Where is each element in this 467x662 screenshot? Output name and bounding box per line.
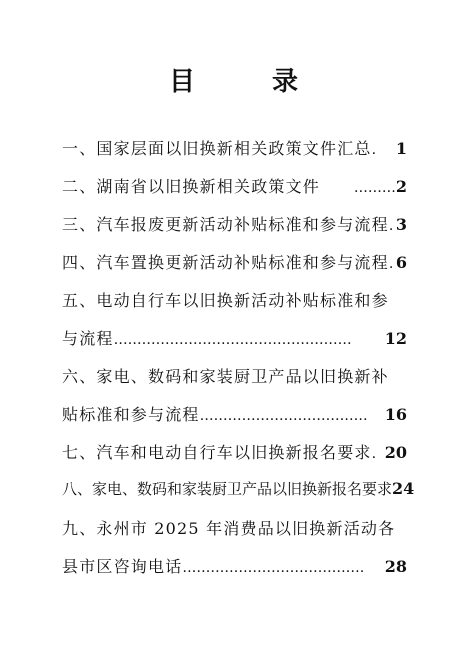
toc-entry-5[interactable] bbox=[62, 288, 407, 364]
toc-entry-text-continued: 与流程 bbox=[62, 329, 114, 348]
toc-entry-text-continued: 县市区咨询电话 bbox=[62, 557, 183, 576]
toc-leader: . bbox=[371, 142, 377, 158]
toc-entry-1[interactable] bbox=[62, 136, 407, 174]
toc-entry-text: 九、永州市 2025 年消费品以旧换新活动各 bbox=[62, 519, 396, 538]
toc-entry-text: 七、汽车和电动自行车以旧换新报名要求 bbox=[62, 443, 372, 462]
toc-entry-text: 二、湖南省以旧换新相关政策文件 bbox=[62, 177, 321, 196]
toc-entry-text: 一、国家层面以旧换新相关政策文件汇总 bbox=[62, 139, 372, 158]
toc-entry-3[interactable] bbox=[62, 212, 407, 250]
toc-entry-7[interactable] bbox=[62, 440, 407, 478]
toc-leader: . bbox=[388, 256, 394, 272]
table-of-contents bbox=[62, 136, 415, 592]
toc-page-number: 12 bbox=[384, 329, 407, 348]
toc-entry-text-continued: 贴标准和参与流程 bbox=[62, 405, 200, 424]
toc-entry-6[interactable] bbox=[62, 364, 407, 440]
toc-entry-4[interactable] bbox=[62, 250, 407, 288]
toc-entry-9[interactable] bbox=[62, 516, 407, 592]
toc-page-number: 24 bbox=[392, 479, 415, 498]
toc-page-number: 20 bbox=[384, 443, 407, 462]
toc-leader: ………………………………… bbox=[182, 560, 365, 576]
toc-entry-text: 三、汽车报废更新活动补贴标准和参与流程 bbox=[62, 215, 389, 234]
toc-leader: ……………………………… bbox=[199, 408, 368, 424]
toc-entry-text: 五、电动自行车以旧换新活动补贴标准和参 bbox=[62, 291, 389, 310]
page-title: 目 录 bbox=[168, 67, 333, 97]
toc-page-number: 28 bbox=[384, 557, 407, 576]
toc-page-number: 6 bbox=[395, 253, 407, 272]
toc-page-number: 16 bbox=[384, 405, 407, 424]
toc-entry-2[interactable] bbox=[62, 174, 407, 212]
toc-entry-text: 四、汽车置换更新活动补贴标准和参与流程 bbox=[62, 253, 389, 272]
toc-entry-text: 六、家电、数码和家装厨卫产品以旧换新补 bbox=[62, 367, 389, 386]
toc-page-number: 1 bbox=[395, 139, 407, 158]
toc-entry-8[interactable] bbox=[62, 478, 415, 516]
toc-leader: ……… bbox=[353, 180, 396, 196]
toc-leader: …………………………………………… bbox=[113, 332, 352, 348]
toc-page-number: 3 bbox=[395, 215, 407, 234]
toc-leader: . bbox=[371, 446, 377, 462]
toc-leader: . bbox=[388, 218, 394, 234]
toc-page-number: 2 bbox=[395, 177, 407, 196]
toc-entry-text: 八、家电、数码和家装厨卫产品以旧换新报名要求 bbox=[62, 480, 393, 498]
